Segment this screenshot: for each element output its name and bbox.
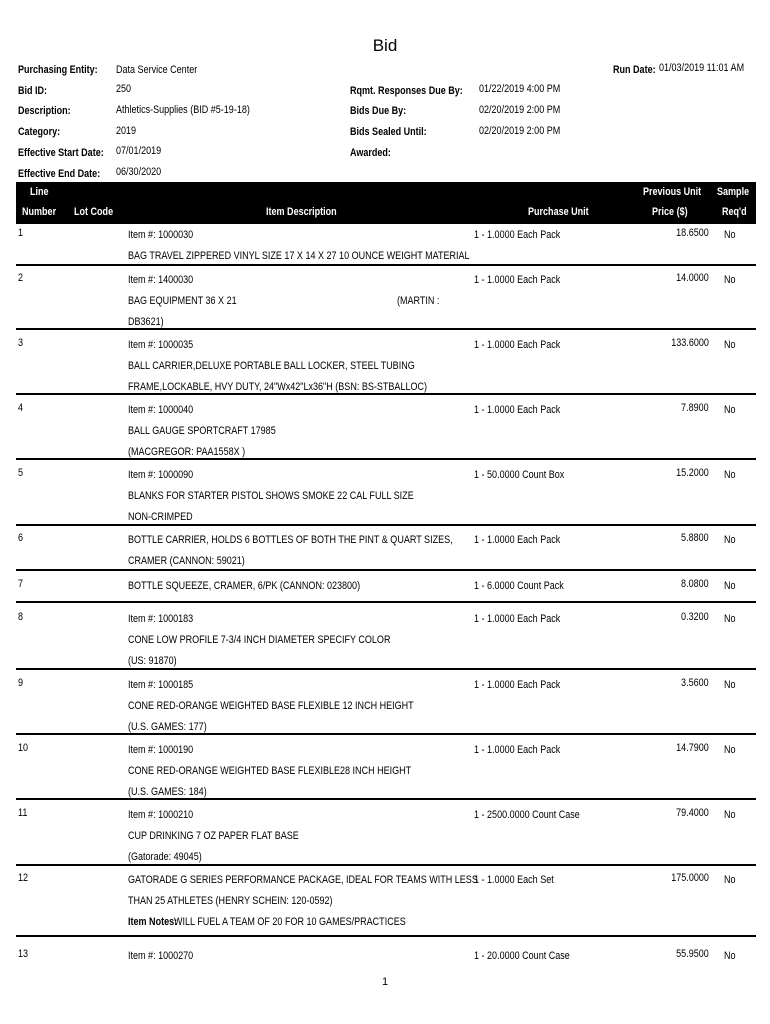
line-number: 10 xyxy=(18,742,29,754)
description-value: Athletics-Supplies (BID #5-19-18) xyxy=(116,104,250,116)
bids-due-label: Bids Due By: xyxy=(350,105,407,117)
item-description-line: BAG EQUIPMENT 36 X 21 xyxy=(128,295,237,307)
item-description-line: (Gatorade: 49045) xyxy=(128,851,202,863)
col-purchase-unit: Purchase Unit xyxy=(528,206,589,218)
sample-required: No xyxy=(724,744,736,756)
item-description-line: Item #: 1000030 xyxy=(128,229,194,241)
purchase-unit: 1 - 1.0000 Each Pack xyxy=(474,229,561,241)
purchase-unit: 1 - 1.0000 Each Pack xyxy=(474,274,561,286)
purchasing-entity-value: Data Service Center xyxy=(116,64,198,76)
item-description-line: GATORADE G SERIES PERFORMANCE PACKAGE, IDEAL FOR TEAMS WITH LESS xyxy=(128,874,478,886)
effective-end-label: Effective End Date: xyxy=(18,168,101,180)
line-number: 6 xyxy=(18,532,24,544)
table-header xyxy=(16,182,756,224)
item-description-line: CONE RED-ORANGE WEIGHTED BASE FLEXIBLE28 INCH HEIGHT xyxy=(128,765,412,777)
purchasing-entity-label: Purchasing Entity: xyxy=(18,64,98,76)
item-description-line: Item #: 1000183 xyxy=(128,613,194,625)
line-number: 4 xyxy=(18,402,24,414)
item-description-line: THAN 25 ATHLETES (HENRY SCHEIN: 120-0592) xyxy=(128,895,333,907)
item-description-line: Item #: 1000210 xyxy=(128,809,194,821)
purchase-unit: 1 - 6.0000 Count Pack xyxy=(474,580,564,592)
col-price: Price ($) xyxy=(652,206,688,218)
row-divider xyxy=(16,935,756,937)
purchase-unit: 1 - 20.0000 Count Case xyxy=(474,950,570,962)
sample-required: No xyxy=(724,534,736,546)
bid-id-label: Bid ID: xyxy=(18,85,48,97)
purchase-unit: 1 - 1.0000 Each Pack xyxy=(474,744,561,756)
item-description-line: Item #: 1000090 xyxy=(128,469,194,481)
row-divider xyxy=(16,264,756,266)
page-number: 1 xyxy=(381,976,389,988)
purchase-unit: 1 - 1.0000 Each Set xyxy=(474,874,554,886)
line-number: 2 xyxy=(18,272,24,284)
previous-unit-price: 3.5600 xyxy=(681,677,709,689)
previous-unit-price: 5.8800 xyxy=(681,532,709,544)
sample-required: No xyxy=(724,809,736,821)
row-divider xyxy=(16,864,756,866)
item-description-line: BALL GAUGE SPORTCRAFT 17985 xyxy=(128,425,276,437)
line-number: 9 xyxy=(18,677,24,689)
item-description-line: (US: 91870) xyxy=(128,655,177,667)
row-divider xyxy=(16,733,756,735)
item-description-line: BAG TRAVEL ZIPPERED VINYL SIZE 17 X 14 X 27 10 OUNCE WEIGHT MATERIAL xyxy=(128,250,470,262)
previous-unit-price: 175.0000 xyxy=(671,872,709,884)
line-number: 3 xyxy=(18,337,24,349)
sample-required: No xyxy=(724,229,736,241)
previous-unit-price: 79.4000 xyxy=(676,807,709,819)
col-lot-code: Lot Code xyxy=(74,206,114,218)
effective-end-value: 06/30/2020 xyxy=(116,166,162,178)
item-description-line: (MARTIN : xyxy=(397,295,440,307)
item-description-line: BOTTLE SQUEEZE, CRAMER, 6/PK (CANNON: 023800) xyxy=(128,580,361,592)
item-description-line: (U.S. GAMES: 184) xyxy=(128,786,207,798)
previous-unit-price: 14.0000 xyxy=(676,272,709,284)
line-number: 5 xyxy=(18,467,24,479)
item-description-line: BOTTLE CARRIER, HOLDS 6 BOTTLES OF BOTH THE PINT & QUART SIZES, xyxy=(128,534,453,546)
page-title: Bid xyxy=(372,36,398,55)
row-divider xyxy=(16,569,756,571)
previous-unit-price: 55.9500 xyxy=(676,948,709,960)
sample-required: No xyxy=(724,874,736,886)
item-description-line: Item #: 1000035 xyxy=(128,339,194,351)
line-number: 8 xyxy=(18,611,24,623)
previous-unit-price: 18.6500 xyxy=(676,227,709,239)
item-description-line: FRAME,LOCKABLE, HVY DUTY, 24"Wx42"Lx36"H (BSN: BS-STBALLOC) xyxy=(128,381,428,393)
category-value: 2019 xyxy=(116,125,137,137)
previous-unit-price: 0.3200 xyxy=(681,611,709,623)
run-date-label: Run Date: xyxy=(613,64,656,76)
line-number: 13 xyxy=(18,948,29,960)
item-description-line: Item #: 1400030 xyxy=(128,274,194,286)
line-number: 7 xyxy=(18,578,24,590)
item-notes-label: Item Notes: xyxy=(128,916,178,928)
row-divider xyxy=(16,798,756,800)
purchase-unit: 1 - 50.0000 Count Box xyxy=(474,469,565,481)
item-description-line: (MACGREGOR: PAA1558X ) xyxy=(128,446,246,458)
sample-required: No xyxy=(724,679,736,691)
sample-required: No xyxy=(724,580,736,592)
item-description-line: CRAMER (CANNON: 59021) xyxy=(128,555,245,567)
row-divider xyxy=(16,393,756,395)
awarded-label: Awarded: xyxy=(350,147,391,159)
purchase-unit: 1 - 2500.0000 Count Case xyxy=(474,809,580,821)
row-divider xyxy=(16,458,756,460)
purchase-unit: 1 - 1.0000 Each Pack xyxy=(474,339,561,351)
sample-required: No xyxy=(724,469,736,481)
effective-start-label: Effective Start Date: xyxy=(18,147,104,159)
effective-start-value: 07/01/2019 xyxy=(116,145,162,157)
item-description-line: Item #: 1000190 xyxy=(128,744,194,756)
previous-unit-price: 15.2000 xyxy=(676,467,709,479)
description-label: Description: xyxy=(18,105,71,117)
sample-required: No xyxy=(724,339,736,351)
item-description-line: NON-CRIMPED xyxy=(128,511,193,523)
bids-due-value: 02/20/2019 2:00 PM xyxy=(479,104,561,116)
col-sample: Sample xyxy=(717,186,750,198)
row-divider xyxy=(16,668,756,670)
purchase-unit: 1 - 1.0000 Each Pack xyxy=(474,534,561,546)
item-description-line: (U.S. GAMES: 177) xyxy=(128,721,207,733)
col-item-description: Item Description xyxy=(266,206,337,218)
bids-sealed-value: 02/20/2019 2:00 PM xyxy=(479,125,561,137)
purchase-unit: 1 - 1.0000 Each Pack xyxy=(474,404,561,416)
bids-sealed-label: Bids Sealed Until: xyxy=(350,126,427,138)
item-description-line: BALL CARRIER,DELUXE PORTABLE BALL LOCKER, STEEL TUBING xyxy=(128,360,415,372)
item-description-line: CONE RED-ORANGE WEIGHTED BASE FLEXIBLE 12 INCH HEIGHT xyxy=(128,700,414,712)
rqmt-due-value: 01/22/2019 4:00 PM xyxy=(479,83,561,95)
previous-unit-price: 133.6000 xyxy=(671,337,709,349)
row-divider xyxy=(16,328,756,330)
previous-unit-price: 14.7900 xyxy=(676,742,709,754)
sample-required: No xyxy=(724,613,736,625)
bid-id-value: 250 xyxy=(116,83,132,95)
col-line-label: Line xyxy=(30,186,49,198)
rqmt-due-label: Rqmt. Responses Due By: xyxy=(350,85,463,97)
line-number: 1 xyxy=(18,227,24,239)
item-description-line: DB3621) xyxy=(128,316,164,328)
line-number: 11 xyxy=(18,807,28,819)
item-description-line: Item #: 1000185 xyxy=(128,679,194,691)
item-description-line: CONE LOW PROFILE 7-3/4 INCH DIAMETER SPECIFY COLOR xyxy=(128,634,391,646)
row-divider xyxy=(16,524,756,526)
sample-required: No xyxy=(724,950,736,962)
col-previous-unit: Previous Unit xyxy=(643,186,702,198)
sample-required: No xyxy=(724,274,736,286)
sample-required: No xyxy=(724,404,736,416)
item-notes-text: WILL FUEL A TEAM OF 20 FOR 10 GAMES/PRACTICES xyxy=(174,916,406,928)
purchase-unit: 1 - 1.0000 Each Pack xyxy=(474,613,561,625)
run-date-value: 01/03/2019 11:01 AM xyxy=(659,62,745,74)
category-label: Category: xyxy=(18,126,61,138)
item-description-line: Item #: 1000040 xyxy=(128,404,194,416)
purchase-unit: 1 - 1.0000 Each Pack xyxy=(474,679,561,691)
previous-unit-price: 7.8900 xyxy=(681,402,709,414)
col-reqd: Req'd xyxy=(722,206,747,218)
item-description-line: BLANKS FOR STARTER PISTOL SHOWS SMOKE 22 CAL FULL SIZE xyxy=(128,490,414,502)
item-description-line: CUP DRINKING 7 OZ PAPER FLAT BASE xyxy=(128,830,299,842)
line-number: 12 xyxy=(18,872,29,884)
col-number-label: Number xyxy=(22,206,57,218)
row-divider xyxy=(16,601,756,603)
item-description-line: Item #: 1000270 xyxy=(128,950,194,962)
previous-unit-price: 8.0800 xyxy=(681,578,709,590)
